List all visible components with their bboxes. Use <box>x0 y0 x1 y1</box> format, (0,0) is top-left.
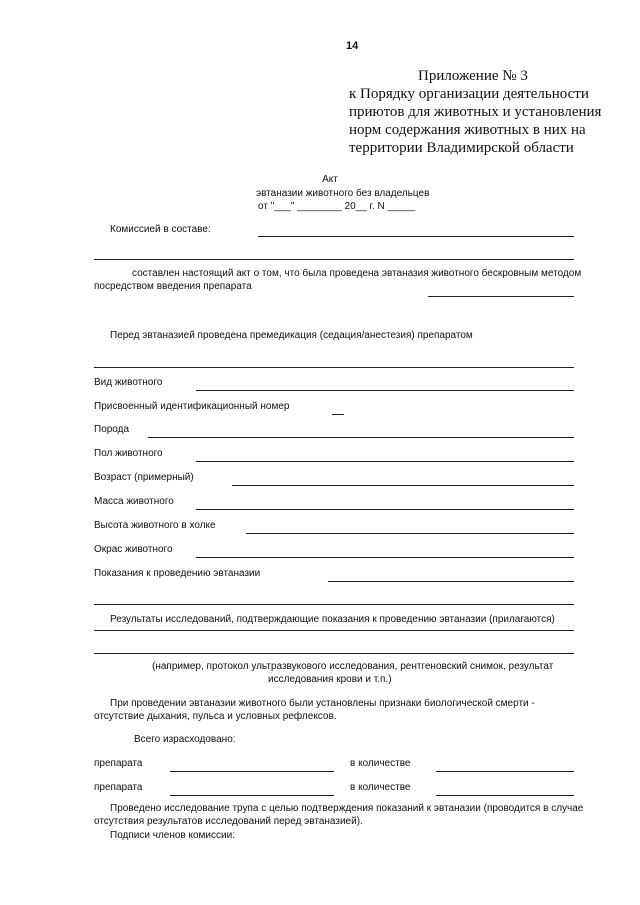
age-field[interactable] <box>232 485 574 486</box>
drawn-up-text: составлен настоящий акт о том, что была проведена эвтаназия животного бескровным методом <box>132 268 582 279</box>
qty-2-label: в количестве <box>350 782 411 793</box>
appendix-line: норм содержания животных в них на <box>349 122 586 138</box>
sex-field[interactable] <box>196 461 574 462</box>
example-note-2: исследования крови и т.п.) <box>268 674 392 685</box>
example-note: (например, протокол ультразвукового исследования, рентгеновский снимок, результат <box>152 661 554 672</box>
animal-type-field[interactable] <box>196 390 574 391</box>
color-field[interactable] <box>196 557 574 558</box>
qty-1-label: в количестве <box>350 758 411 769</box>
height-label: Высота животного в холке <box>94 520 216 531</box>
indications-label: Показания к проведению эвтаназии <box>94 568 261 579</box>
autopsy-text: Проведено исследование трупа с целью подтверждения показаний к эвтаназии (проводится в случае <box>110 803 584 814</box>
appendix-line: к Порядку организации деятельности <box>349 86 589 102</box>
appendix-line: приютов для животных и установления <box>349 104 602 120</box>
qty-2-field[interactable] <box>436 795 574 796</box>
color-label: Окрас животного <box>94 544 173 555</box>
drug-2-label: препарата <box>94 782 143 793</box>
weight-field[interactable] <box>196 509 574 510</box>
animal-type-label: Вид животного <box>94 377 163 388</box>
age-label: Возраст (примерный) <box>94 472 194 483</box>
id-number-label: Присвоенный идентификационный номер <box>94 401 290 412</box>
drug-2-field[interactable] <box>170 795 334 796</box>
drawn-up-text-2: посредством введения препарата <box>94 281 252 292</box>
results-text: Результаты исследований, подтверждающие показания к проведению эвтаназии (прилагаются) <box>110 614 555 625</box>
premedication-text: Перед эвтаназией проведена премедикация (седация/анестезия) препаратом <box>110 330 473 341</box>
act-subtitle: эвтаназии животного без владельцев <box>256 188 430 199</box>
drug-field-line[interactable] <box>428 296 574 297</box>
indications-field-2[interactable] <box>94 604 574 605</box>
breed-field[interactable] <box>148 437 574 438</box>
death-signs-text-2: отсутствие дыхания, пульса и условных рефлексов. <box>94 711 337 722</box>
signatures-label: Подписи членов комиссии: <box>110 830 235 841</box>
page-number: 14 <box>346 40 359 52</box>
act-title: Акт <box>322 174 338 185</box>
commission-field-line[interactable] <box>258 236 574 237</box>
commission-field-line-2[interactable] <box>94 259 574 260</box>
qty-1-field[interactable] <box>436 771 574 772</box>
commission-label: Комиссией в составе: <box>110 224 211 235</box>
act-date-line: от "___" ________ 20__ г. N _____ <box>258 201 416 212</box>
appendix-title: Приложение № 3 <box>418 68 528 84</box>
death-signs-text: При проведении эвтаназии животного были установлены признаки биологической смерти - <box>110 698 535 709</box>
appendix-line: территории Владимирской области <box>349 140 574 156</box>
breed-label: Порода <box>94 424 130 435</box>
results-field-line[interactable] <box>94 630 574 631</box>
premedication-field-line[interactable] <box>94 367 574 368</box>
results-field-line-2[interactable] <box>94 653 574 654</box>
total-spent-label: Всего израсходовано: <box>134 734 236 745</box>
indications-field[interactable] <box>328 581 574 582</box>
sex-label: Пол животного <box>94 448 163 459</box>
drug-1-label: препарата <box>94 758 143 769</box>
drug-1-field[interactable] <box>170 771 334 772</box>
id-number-field[interactable] <box>332 414 344 415</box>
autopsy-text-2: отсутствия результатов исследований перед эвтаназией). <box>94 816 363 827</box>
height-field[interactable] <box>246 533 574 534</box>
weight-label: Масса животного <box>94 496 174 507</box>
